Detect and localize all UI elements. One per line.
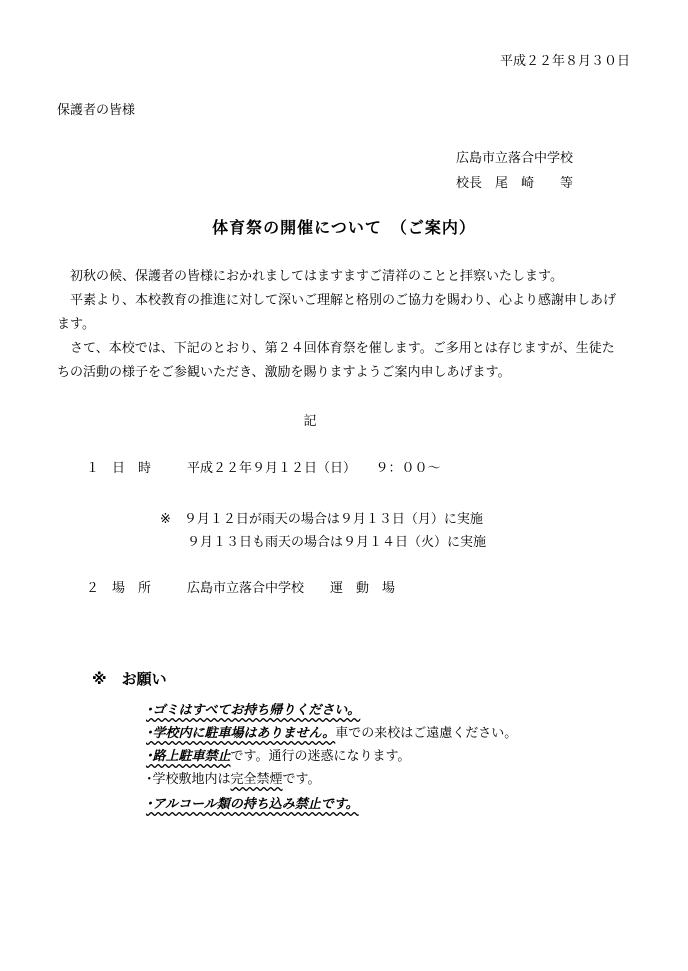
request-item-2	[146, 726, 517, 742]
request-4-emphasis: 完全禁煙	[230, 772, 283, 787]
request-4-post: です。	[282, 772, 321, 787]
request-4-pre: ･学校敷地内は	[146, 772, 231, 787]
detail-datetime-value: 平成２２年９月１２日（日） ９：００～	[187, 461, 441, 476]
request-3-emphasis: ･路上駐車禁止	[146, 749, 231, 764]
sender-principal: 校長 尾 崎 等	[456, 176, 574, 191]
request-5-text: ･アルコール類の持ち込み禁止です。	[146, 797, 359, 812]
request-2-emphasis: ･学校内に駐車場はありません。	[146, 726, 336, 741]
request-3-rest: です。通行の迷惑になります。	[230, 749, 411, 764]
detail-place-label: ２ 場 所	[86, 581, 152, 596]
request-1-text: ･ゴミはすべてお持ち帰りください。	[146, 703, 361, 718]
detail-place	[86, 581, 395, 597]
request-item-5	[146, 797, 359, 813]
request-item-4	[146, 772, 321, 788]
sender-school: 広島市立落合中学校	[456, 151, 574, 166]
document-title: 体育祭の開催について （ご案内）	[212, 218, 476, 237]
body-text	[57, 265, 617, 385]
rain-note-2: ９月１３日も雨天の場合は９月１４日（火）に実施	[187, 535, 487, 550]
detail-datetime	[86, 461, 441, 477]
requests-heading: ※ お願い	[92, 670, 167, 688]
addressee: 保護者の皆様	[57, 103, 136, 118]
body-paragraph-2: 平素より、本校教育の推進に対して深いご理解と格別のご協力を賜わり、心より感謝申しあげます。	[57, 293, 617, 332]
detail-place-value: 広島市立落合中学校 運 動 場	[187, 581, 396, 596]
body-paragraph-3: さて、本校では、下記のとおり、第２４回体育祭を催します。ご多用とは存じますが、生徒たちの活動の様子をご参観いただき、激励を賜りますようご案内申しあげます。	[57, 341, 615, 380]
detail-datetime-label: １ 日 時	[86, 461, 152, 476]
request-item-1	[146, 703, 360, 719]
body-paragraph-1: 初秋の候、保護者の皆様におかれましてはますますご清祥のことと拝察いたします。	[57, 269, 563, 284]
document-date: 平成２２年８月３０日	[499, 54, 630, 69]
rain-note-1: ※ ９月１２日が雨天の場合は９月１３日（月）に実施	[160, 512, 483, 527]
request-item-3	[146, 749, 410, 765]
request-2-rest: 車での来校はご遠慮ください。	[335, 726, 518, 741]
ki-heading: 記	[303, 414, 317, 429]
